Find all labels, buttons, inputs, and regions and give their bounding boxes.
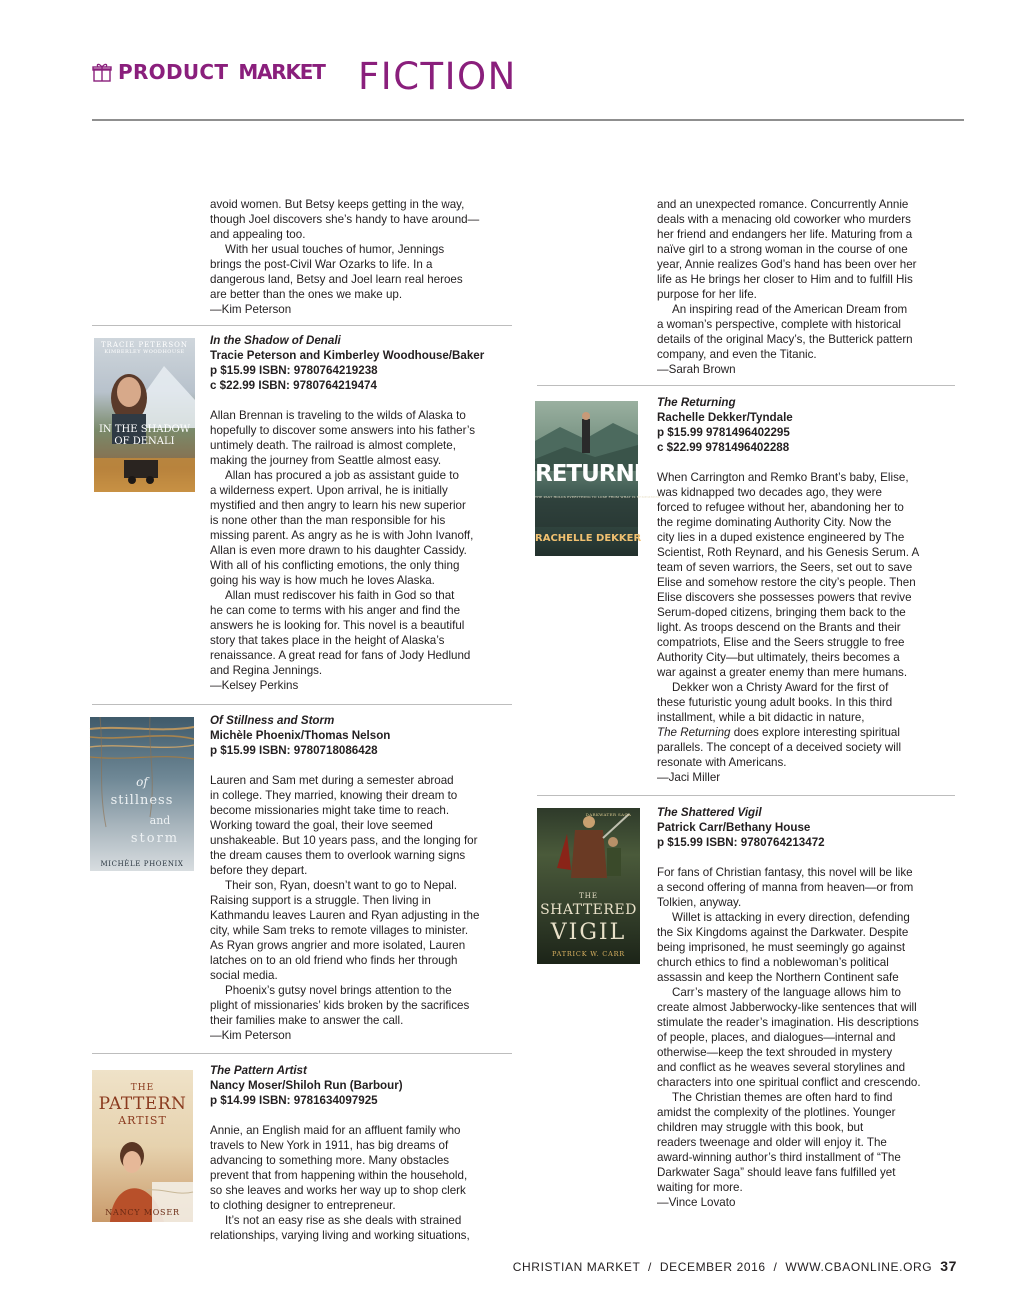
- book-cover-vigil: [537, 808, 640, 964]
- book-price: p $15.99 ISBN: 9780764219238: [210, 364, 378, 377]
- page-footer: [513, 1258, 957, 1274]
- section-header: [92, 60, 325, 84]
- text-line: Tolkien, anyway.: [657, 896, 742, 909]
- text-line: the dream causes them to overlook warning signs: [210, 849, 466, 862]
- text-line: so she leaves and works her way up to shop clerk: [210, 1184, 466, 1197]
- cover-title: and: [149, 814, 171, 827]
- text-line: Allan must rediscover his faith in God so that: [225, 589, 455, 602]
- cover-title: SHATTERED: [540, 902, 637, 918]
- text-line: though Joel discovers she’s handy to have around—: [210, 213, 480, 226]
- text-line: city, while Sam treks to remote villages to minister.: [210, 924, 469, 937]
- text-line: As Ryan grows angrier and more isolated, Lauren: [210, 939, 466, 952]
- text-line: otherwise—keep the text shrouded in mystery: [657, 1046, 893, 1059]
- text-line: plight of missionaries’ kids broken by the sacrifices: [210, 999, 470, 1012]
- reviewer: —Kim Peterson: [210, 303, 292, 316]
- text-line: details of the original Macy’s, the Butterick pattern: [657, 333, 913, 346]
- text-line: award-winning author’s third installment of “The: [657, 1151, 901, 1164]
- text-line: For fans of Christian fantasy, this novel will be like: [657, 866, 913, 879]
- text-line: was kidnapped two decades ago, they were: [657, 486, 882, 499]
- continued-review-left: [210, 197, 479, 317]
- text-line: When Carrington and Remko Brant’s baby, Elise,: [657, 471, 909, 484]
- book-cover-stillness: [90, 717, 194, 871]
- text-line: Serum-doped citizens, bringing them back to the: [657, 606, 906, 619]
- text-line: and an unexpected romance. Concurrently Annie: [657, 198, 909, 211]
- text-line: story that takes place in the height of Alaska’s: [210, 634, 445, 647]
- divider: [92, 1053, 512, 1054]
- cover-illustration: [94, 338, 195, 492]
- text-line: company, and even the Titanic.: [657, 348, 817, 361]
- text-line: prevent that from happening within the household,: [210, 1169, 468, 1182]
- book-author: Nancy Moser/Shiloh Run (Barbour): [210, 1079, 403, 1092]
- text-line: and conflict as he weaves several storylines and: [657, 1061, 906, 1074]
- review-pattern: [210, 1063, 470, 1243]
- text-line: Working toward the goal, their love seemed: [210, 819, 433, 832]
- cover-author: PATRICK W. CARR: [552, 950, 625, 958]
- cover-title: OF DENALI: [114, 436, 175, 447]
- text-line: advancing to something more. Many obstacles: [210, 1154, 450, 1167]
- cover-tagline: THE PAST HOLDS EVERYTHING TO LOSE FROM WHAT IS REMEMBERED: [535, 495, 663, 499]
- text-line: The Christian themes are often hard to find: [672, 1091, 893, 1104]
- text-line: life as He brings her closer to Him and to fulfill His: [657, 273, 913, 286]
- book-author: Rachelle Dekker/Tyndale: [657, 411, 793, 424]
- text-line: Darkwater Saga” should leave fans fulfilled yet: [657, 1166, 896, 1179]
- text-line: a woman’s perspective, complete with historical: [657, 318, 902, 331]
- book-author: Tracie Peterson and Kimberley Woodhouse/Baker: [210, 349, 485, 362]
- book-price: p $15.99 ISBN: 9780764213472: [657, 836, 825, 849]
- cover-title: ARTIST: [118, 1114, 167, 1127]
- text-line: With her usual touches of humor, Jennings: [225, 243, 445, 256]
- divider: [92, 704, 512, 705]
- text-line: Carr’s mastery of the language allows him to: [672, 986, 901, 999]
- section-title: FICTION: [358, 55, 517, 98]
- text-line: of people, places, and dialogues—internal and: [657, 1031, 896, 1044]
- text-line: social media.: [210, 969, 278, 982]
- book-cover-pattern: [92, 1070, 193, 1222]
- text-line: dangerous land, Betsy and Joel learn real heroes: [210, 273, 463, 286]
- text-line: church ethics to find a noblewoman’s political: [657, 956, 889, 969]
- text-line: travels to New York in 1911, has big dreams of: [210, 1139, 449, 1152]
- text-line: Willet is attacking in every direction, defending: [672, 911, 910, 924]
- text-line: mystified and then angry to learn his new superior: [210, 499, 466, 512]
- cover-series: DARKWATER SAGA: [585, 812, 632, 817]
- cover-author: NANCY MOSER: [105, 1208, 180, 1217]
- text-line: Kathmandu leaves Lauren and Ryan adjusting in the: [210, 909, 480, 922]
- book-title: The Returning: [657, 396, 736, 409]
- reviewer: —Kelsey Perkins: [210, 679, 299, 692]
- text-line: stimulate the reader’s imagination. His descriptions: [657, 1016, 919, 1029]
- text-line: Their son, Ryan, doesn’t want to go to Nepal.: [225, 879, 458, 892]
- cover-title: THE: [130, 1083, 155, 1093]
- text-line: before they depart.: [210, 864, 308, 877]
- text-line: Authority City—but ultimately, theirs becomes a: [657, 651, 900, 664]
- header-divider: [92, 119, 964, 121]
- text-line: relationships, varying living and working situations,: [210, 1229, 470, 1242]
- cover-title: IN THE SHADOW: [98, 424, 191, 435]
- book-title: The Shattered Vigil: [657, 806, 762, 819]
- cover-title: RETURNING: [535, 461, 678, 487]
- text-line: going his way is how much he loves Alaska.: [210, 574, 435, 587]
- text-line: It’s not an easy rise as she deals with strained: [225, 1214, 462, 1227]
- text-line: Allan is even more drawn to his daughter Cassidy.: [210, 544, 467, 557]
- divider: [537, 385, 955, 386]
- text-line: resonate with Americans.: [657, 756, 787, 769]
- gift-icon: [92, 62, 112, 82]
- text-line: are better than the ones we make up.: [210, 288, 403, 301]
- text-line: An inspiring read of the American Dream from: [672, 303, 908, 316]
- text-line: readers tweenage and older will enjoy it. The: [657, 1136, 887, 1149]
- book-price: p $15.99 ISBN: 9780718086428: [210, 744, 378, 757]
- text-line: untimely death. The railroad is almost complete,: [210, 439, 456, 452]
- text-line: missing parent. As angry as he is with John Ivanoff,: [210, 529, 474, 542]
- book-title: Of Stillness and Storm: [210, 714, 335, 727]
- text-line: renaissance. A great read for fans of Jody Hedlund: [210, 649, 471, 662]
- text-line: answers he is looking for. This novel is a beautiful: [210, 619, 465, 632]
- text-line: latches on to an old friend who finds her through: [210, 954, 458, 967]
- book-price: p $14.99 ISBN: 9781634097925: [210, 1094, 378, 1107]
- text-line: the regime dominating Authority City. Now the: [657, 516, 892, 529]
- inline-book-title: The Returning: [657, 726, 731, 739]
- text-line: children may struggle with this book, but: [657, 1121, 864, 1134]
- page-number: 37: [940, 1258, 957, 1274]
- reviewer: —Sarah Brown: [657, 363, 736, 376]
- book-price: p $15.99 9781496402295: [657, 426, 790, 439]
- text-line: forced to refugee without her, abandoning her to: [657, 501, 904, 514]
- reviewer: —Jaci Miller: [657, 771, 721, 784]
- text-line: Allan has procured a job as assistant guide to: [225, 469, 459, 482]
- review-stillness: [210, 713, 479, 1043]
- cover-title: stillness: [110, 793, 174, 808]
- text-line: purpose for her life.: [657, 288, 757, 301]
- text-line: installment, while a bit didactic in nature,: [657, 711, 865, 724]
- cover-author: RACHELLE DEKKER: [535, 533, 642, 544]
- text-line: avoid women. But Betsy keeps getting in the way,: [210, 198, 465, 211]
- book-price: c $22.99 ISBN: 9780764219474: [210, 379, 377, 392]
- text-line: and appealing too.: [210, 228, 306, 241]
- text-line: a wilderness expert. Upon arrival, he is initially: [210, 484, 448, 497]
- text-line: war against a greater enemy than mere humans.: [657, 666, 908, 679]
- book-price: c $22.99 9781496402288: [657, 441, 790, 454]
- text-line: her friend and endangers her life. Maturing from a: [657, 228, 913, 241]
- text-line: he can come to terms with his anger and find the: [210, 604, 461, 617]
- text-line: year, Annie realizes God’s hand has been over her: [657, 258, 917, 271]
- text-line: a second offering of manna from heaven—or from: [657, 881, 914, 894]
- reviewer: —Kim Peterson: [210, 1029, 292, 1042]
- cover-title: storm: [130, 831, 180, 846]
- text-line: With all of his conflicting emotions, the only thing: [210, 559, 460, 572]
- cover-title: VIGIL: [550, 920, 627, 945]
- cover-title: THE: [579, 892, 598, 900]
- cover-author: TRACIE PETERSON: [101, 341, 188, 349]
- text-line: [657, 725, 919, 740]
- cover-author: MICHÈLE PHOENIX: [100, 860, 184, 868]
- divider: [537, 795, 955, 796]
- text-line: light. As troops descend on the Brants and their: [657, 621, 901, 634]
- text-line: Allan Brennan is traveling to the wilds of Alaska to: [210, 409, 466, 422]
- text-line: create almost Jabberwocky-like sentences that will: [657, 1001, 917, 1014]
- text-line: Raising support is a struggle. Then living in: [210, 894, 431, 907]
- reviewer: —Vince Lovato: [657, 1196, 736, 1209]
- continued-review-right: [657, 197, 917, 377]
- footer-publication: CHRISTIAN MARKET / DECEMBER 2016 / WWW.CBAONLINE.ORG: [512, 1260, 933, 1274]
- book-title: The Pattern Artist: [210, 1064, 307, 1077]
- text-line: Lauren and Sam met during a semester abroad: [210, 774, 454, 787]
- text-line: being imprisoned, he must seemingly go against: [657, 941, 906, 954]
- text-line: become missionaries might take time to reach.: [210, 804, 450, 817]
- book-author: Michèle Phoenix/Thomas Nelson: [210, 729, 391, 742]
- text-line: compatriots, Elise and the Seers struggle to free: [657, 636, 905, 649]
- text-line: Phoenix’s gutsy novel brings attention to the: [225, 984, 452, 997]
- text-fragment: does explore interesting spiritual: [730, 726, 900, 739]
- text-line: city lies in a duped existence engineered by The: [657, 531, 905, 544]
- text-line: amidst the complexity of the plotlines. Younger: [657, 1106, 896, 1119]
- review-vigil: [657, 805, 921, 1210]
- cover-coauthor: KIMBERLEY WOODHOUSE: [104, 349, 185, 355]
- text-line: is none other than the man responsible for his: [210, 514, 446, 527]
- text-line: deals with a menacing old coworker who murders: [657, 213, 911, 226]
- review-returning: [657, 395, 919, 785]
- text-line: team of seven warriors, the Seers, set out to save: [657, 561, 913, 574]
- text-line: hopefully to discover some answers into his father’s: [210, 424, 476, 437]
- text-line: in college. They married, knowing their dream to: [210, 789, 458, 802]
- text-line: waiting for more.: [657, 1181, 743, 1194]
- text-line: the Six Kingdoms against the Darkwater. Despite: [657, 926, 909, 939]
- cover-title: PATTERN: [98, 1094, 187, 1114]
- header-product: PRODUCT: [118, 60, 229, 84]
- book-cover-denali: [94, 338, 195, 492]
- text-line: characters into one spiritual conflict and crescendo.: [657, 1076, 921, 1089]
- book-title: In the Shadow of Denali: [210, 334, 341, 347]
- text-line: naïve girl to a strong woman in the course of one: [657, 243, 908, 256]
- text-line: Scientist, Roth Reynard, and his Genesis Serum. A: [657, 546, 920, 559]
- text-line: Dekker won a Christy Award for the first of: [672, 681, 889, 694]
- review-denali: [210, 333, 484, 693]
- book-author: Patrick Carr/Bethany House: [657, 821, 811, 834]
- text-line: to clothing designer to entrepreneur.: [210, 1199, 396, 1212]
- text-line: their families make to answer the call.: [210, 1014, 404, 1027]
- cover-title: of: [136, 775, 148, 789]
- text-line: these futuristic young adult books. In this third: [657, 696, 893, 709]
- text-line: brings the post-Civil War Ozarks to life. In a: [210, 258, 433, 271]
- book-cover-returning: [535, 401, 678, 556]
- text-line: Elise and somehow restore the city’s people. Then: [657, 576, 916, 589]
- text-line: assassin and keep the Northern Continent safe: [657, 971, 899, 984]
- text-line: Elise discovers she possesses powers that revive: [657, 591, 912, 604]
- divider: [92, 325, 512, 326]
- text-line: parallels. The concept of a deceived society will: [657, 741, 902, 754]
- text-line: Annie, an English maid for an affluent family who: [210, 1124, 461, 1137]
- text-line: unshakeable. But 10 years pass, and the longing for: [210, 834, 478, 847]
- text-line: and Regina Jennings.: [210, 664, 323, 677]
- header-market: MARKET: [238, 60, 325, 84]
- text-line: making the journey from Seattle almost easy.: [210, 454, 442, 467]
